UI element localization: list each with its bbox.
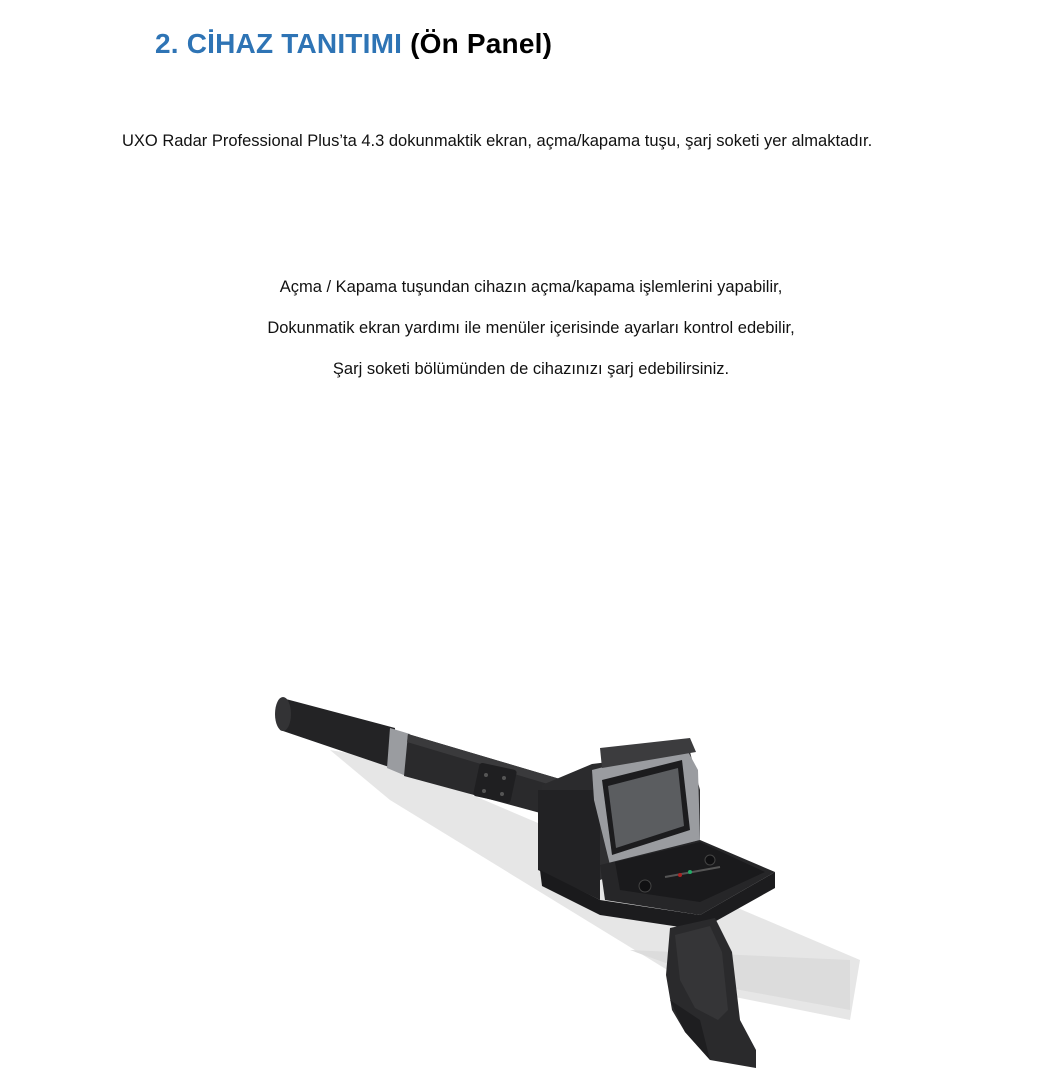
feature-power-button: Açma / Kapama tuşundan cihazın açma/kapama işlemlerini yapabilir, [279,278,783,296]
intro-paragraph: UXO Radar Professional Plus’ta 4.3 dokunmaktik ekran, açma/kapama tuşu, şarj soketi yer almaktadır. [122,132,873,150]
section-number-title: 2. CİHAZ TANITIMI [155,28,403,59]
device-body [538,738,775,930]
power-button [639,880,651,892]
section-heading [155,28,552,60]
charge-socket [705,855,715,865]
feature-touch-screen: Dokunmatik ekran yardımı ile menüler içerisinde ayarları kontrol edebilir, [267,319,795,337]
section-subtitle: (Ön Panel) [410,28,553,59]
feature-charge-socket: Şarj soketi bölümünden de cihazınızı şarj edebilirsiniz. [332,360,730,378]
device-image [270,690,860,1075]
feature-list [0,274,1062,397]
